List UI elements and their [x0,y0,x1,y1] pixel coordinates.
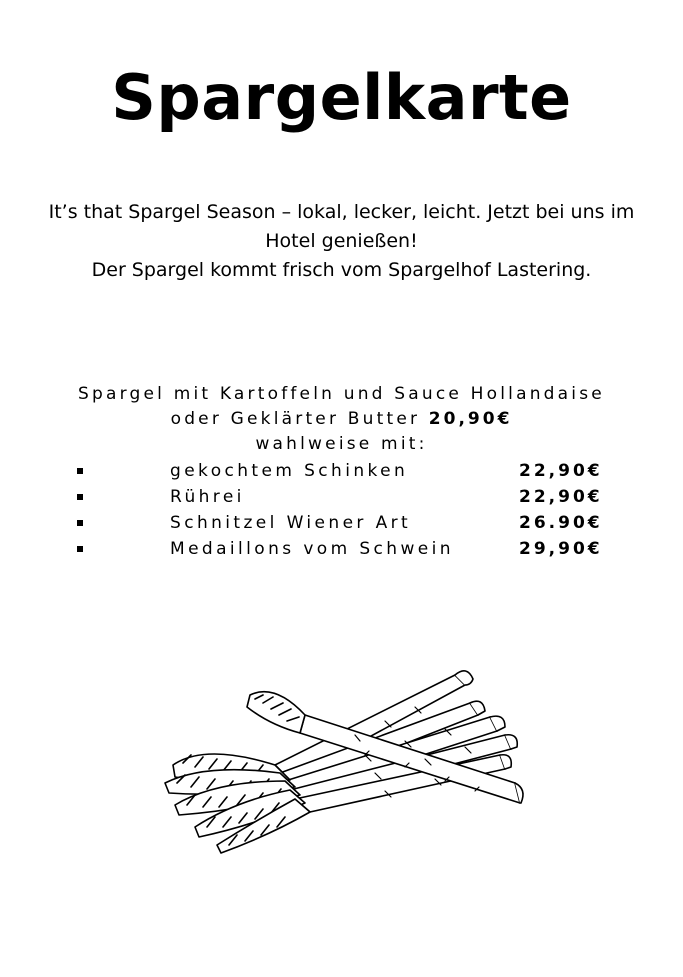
list-item [0,484,683,510]
option-price: 22,90€ [519,487,603,507]
menu-main-dish [0,382,683,457]
bullet-icon [77,494,83,500]
choice-label: wahlweise mit: [255,434,428,454]
option-name: gekochtem Schinken [170,461,409,481]
intro-line-1: It’s that Spargel Season – lokal, lecker, leicht. Jetzt bei uns im [48,201,635,223]
option-name: Rührei [170,487,245,507]
main-dish-price: 20,90€ [428,409,513,429]
bullet-icon [77,468,83,474]
menu-options-list [0,458,683,562]
list-item [0,510,683,536]
intro-text [10,198,673,285]
page-title: Spargelkarte [111,61,572,134]
option-price: 29,90€ [519,539,603,559]
option-name: Medaillons vom Schwein [170,539,454,559]
list-item [0,458,683,484]
bullet-icon [77,520,83,526]
main-dish-description: oder Geklärter Butter [170,409,421,429]
bullet-icon [77,546,83,552]
intro-line-3: Der Spargel kommt frisch vom Spargelhof Lastering. [91,259,592,281]
main-dish-line-1: Spargel mit Kartoffeln und Sauce Hollandaise [78,384,605,404]
asparagus-bundle-illustration [155,655,535,860]
option-price: 22,90€ [519,461,603,481]
option-name: Schnitzel Wiener Art [170,513,412,533]
main-dish-line-2 [0,407,683,432]
intro-line-2: Hotel genießen! [265,230,418,252]
option-price: 26.90€ [519,513,603,533]
list-item [0,536,683,562]
